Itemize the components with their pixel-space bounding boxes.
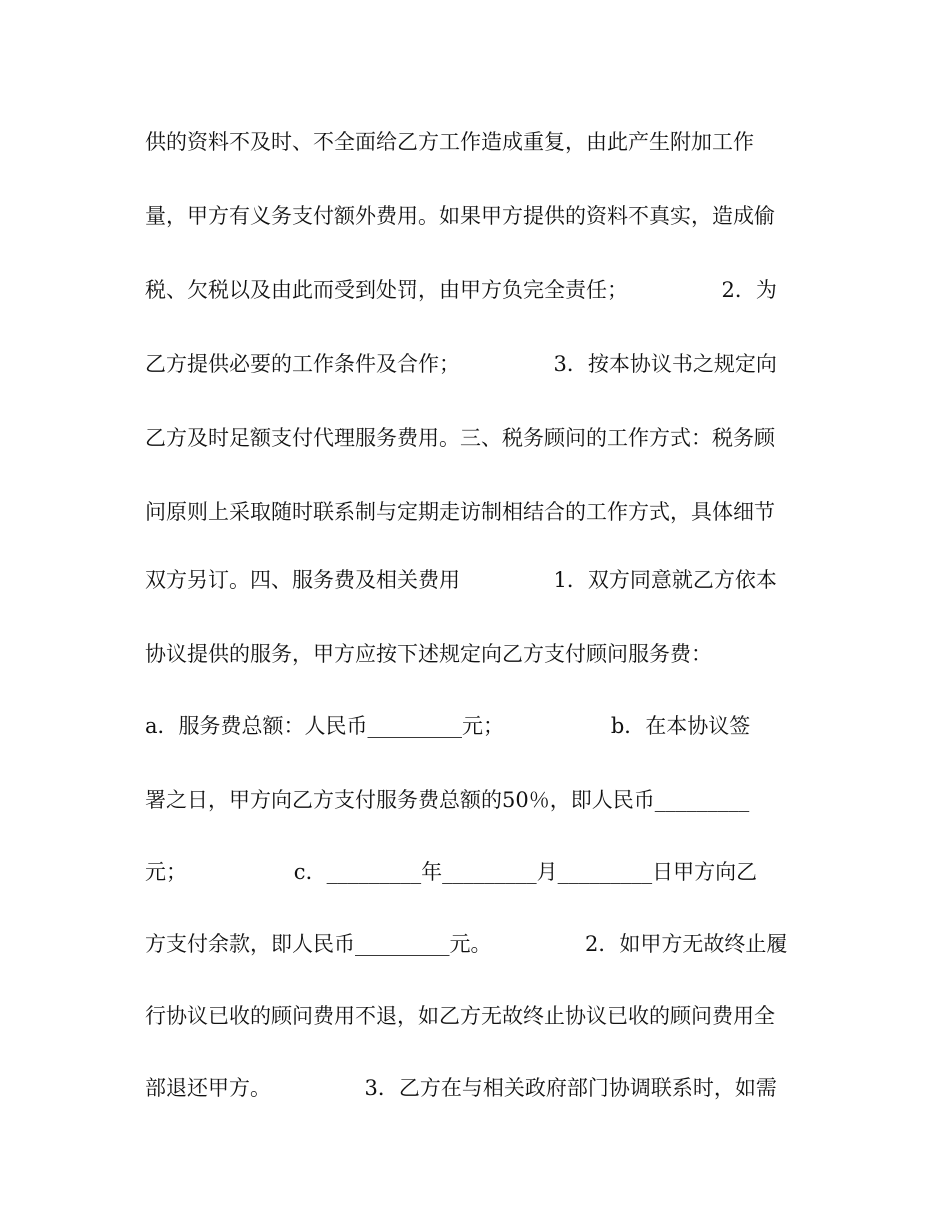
text-line-3: 税、欠税以及由此而受到处罚，由甲方负完全责任； 2．为 xyxy=(145,278,777,302)
text-line-7: 双方另订。四、服务费及相关费用 1．双方同意就乙方依本 xyxy=(145,568,777,592)
text-line-8: 协议提供的服务，甲方应按下述规定向乙方支付顾问服务费： xyxy=(145,642,712,666)
text-line-12: 方支付余款，即人民币_________元。 2．如甲方无故终止履 xyxy=(145,932,788,956)
text-line-5: 乙方及时足额支付代理服务费用。三、税务顾问的工作方式：税务顾 xyxy=(145,426,775,450)
text-line-10: 署之日，甲方向乙方支付服务费总额的50％，即人民币_________ xyxy=(145,788,750,812)
text-line-2: 量，甲方有义务支付额外费用。如果甲方提供的资料不真实，造成偷 xyxy=(145,204,775,228)
text-line-13: 行协议已收的顾问费用不退，如乙方无故终止协议已收的顾问费用全 xyxy=(145,1004,775,1028)
text-line-9: a．服务费总额：人民币_________元； b．在本协议签 xyxy=(145,714,751,738)
text-line-1: 供的资料不及时、不全面给乙方工作造成重复，由此产生附加工作 xyxy=(145,130,754,154)
text-line-6: 问原则上采取随时联系制与定期走访制相结合的工作方式，具体细节 xyxy=(145,500,775,524)
text-line-14: 部退还甲方。 3．乙方在与相关政府部门协调联系时，如需 xyxy=(145,1076,777,1100)
text-line-11: 元； c．_________年_________月_________日甲方向乙 xyxy=(145,860,758,884)
text-line-4: 乙方提供必要的工作条件及合作； 3．按本协议书之规定向 xyxy=(145,352,777,376)
